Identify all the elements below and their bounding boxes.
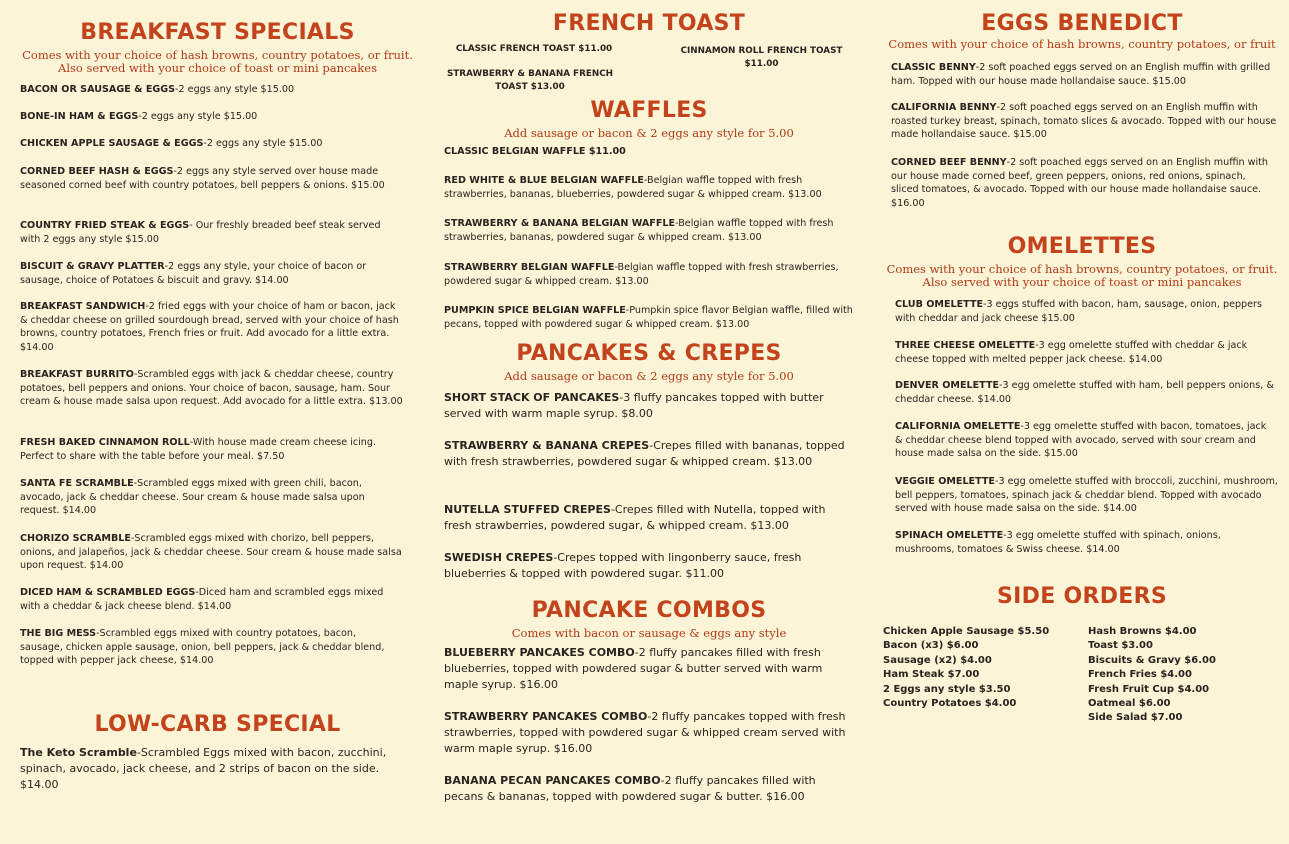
item-name: CORNED BEEF HASH & EGGS xyxy=(20,166,174,177)
menu-item xyxy=(20,219,400,246)
menu-item xyxy=(20,300,405,354)
waffles-subtitle: Add sausage or bacon & 2 eggs any style for 5.00 xyxy=(504,126,794,140)
breakfast-specials-subtitle-2: Also served with your choice of toast or mini pancakes xyxy=(58,61,377,75)
item-name: THREE CHEESE OMELETTE xyxy=(895,340,1036,351)
menu-item xyxy=(444,174,849,201)
menu-item xyxy=(20,110,415,124)
menu-item xyxy=(444,438,854,470)
side-item: Country Potatoes $4.00 xyxy=(883,698,1017,710)
item-name: CLUB OMELETTE xyxy=(895,299,984,310)
item-name: BISCUIT & GRAVY PLATTER xyxy=(20,261,165,272)
item-name: FRESH BAKED CINNAMON ROLL xyxy=(20,437,190,448)
menu-item xyxy=(444,217,849,244)
side-orders-left-list xyxy=(883,625,1083,711)
item-name: RED WHITE & BLUE BELGIAN WAFFLE xyxy=(444,175,644,186)
menu-item xyxy=(20,137,415,151)
side-item: French Fries $4.00 xyxy=(1088,669,1192,681)
item-description: -Scrambled eggs with jack & cheddar cheese, country potatoes, bell peppers and onions. Your choice of bacon, sausage, ham. Sour cream & house made salsa upon request. Add avocado for a little extra. $13.00 xyxy=(20,369,403,408)
french-toast-title: FRENCH TOAST xyxy=(552,11,746,36)
menu-item xyxy=(20,532,405,573)
menu-item xyxy=(895,298,1265,325)
item-description: -2 eggs any style, your choice of bacon or sausage, choice of Potatoes & biscuit and gravy. $14.00 xyxy=(20,261,367,286)
item-name: THE BIG MESS xyxy=(20,628,97,639)
omelettes-subtitle-2: Also served with your choice of toast or mini pancakes xyxy=(922,275,1242,289)
item-description: -3 egg omelette stuffed with bacon, tomatoes, jack & cheddar cheese blend topped with avocado, served with sour cream and house made salsa on the side. $15.00 xyxy=(895,421,1267,460)
item-description: -Belgian waffle topped with fresh strawberries, powdered sugar & whipped cream. $13.00 xyxy=(444,262,839,287)
side-orders-title: SIDE ORDERS xyxy=(997,584,1167,609)
item-description: - Our freshly breaded beef steak served with 2 eggs any style $15.00 xyxy=(20,220,381,245)
item-description: -Pumpkin spice flavor Belgian waffle, filled with pecans, topped with powdered sugar & whipped cream. $13.00 xyxy=(444,305,853,330)
item-description: -Crepes filled with bananas, topped with fresh strawberries, powdered sugar & whipped cream. $13.00 xyxy=(444,439,845,468)
menu-item xyxy=(895,475,1287,516)
item-description: -2 fluffy pancakes filled with pecans & bananas, topped with powdered sugar & butter. $16.00 xyxy=(444,774,816,803)
item-description: -3 egg omelette stuffed with ham, bell peppers onions, & cheddar cheese. $14.00 xyxy=(895,380,1274,405)
item-name: STRAWBERRY & BANANA CREPES xyxy=(444,439,650,452)
item-name: CLASSIC BENNY xyxy=(891,62,976,73)
breakfast-specials-title: BREAKFAST SPECIALS xyxy=(80,20,355,45)
item-description: -3 egg omelette stuffed with cheddar & jack cheese topped with melted pepper jack cheese. $14.00 xyxy=(895,340,1248,365)
item-description: -Belgian waffle topped with fresh strawberries, bananas, blueberries, powdered sugar & whipped cream. $13.00 xyxy=(444,175,822,200)
item-name: BANANA PECAN PANCAKES COMBO xyxy=(444,774,661,787)
item-description: -2 soft poached eggs served on an English muffin with roasted turkey breast, spinach, tomato slices & avocado. Topped with our house made hollandaise sauce. $15.00 xyxy=(891,102,1277,141)
item-name: DENVER OMELETTE xyxy=(895,380,1000,391)
menu-item xyxy=(20,586,405,613)
item-description: -3 egg omelette stuffed with spinach, onions, mushrooms, tomatoes & Swiss cheese. $14.00 xyxy=(895,530,1221,555)
strawberry-banana-french-toast: STRAWBERRY & BANANA FRENCH TOAST $13.00 xyxy=(446,69,614,92)
side-item: Ham Steak $7.00 xyxy=(883,669,980,681)
menu-item xyxy=(895,379,1285,406)
menu-item xyxy=(20,436,400,463)
item-name: CLASSIC BELGIAN WAFFLE $11.00 xyxy=(444,146,626,157)
item-name: CALIFORNIA OMELETTE xyxy=(895,421,1021,432)
side-item: Sausage (x2) $4.00 xyxy=(883,654,992,666)
item-description: -2 soft poached eggs served on an English muffin with our house made corned beef, green peppers, onions, red onions, spinach, sliced tomatoes, & avocado. Topped with our house made hollandaise sauce. $16.00 xyxy=(891,157,1268,209)
item-description: -Belgian waffle topped with fresh strawberries, bananas, powdered sugar & whipped cream. $13.00 xyxy=(444,218,834,243)
item-name: CHORIZO SCRAMBLE xyxy=(20,533,131,544)
item-name: CHICKEN APPLE SAUSAGE & EGGS xyxy=(20,138,204,149)
menu-item xyxy=(444,550,834,582)
side-item: Fresh Fruit Cup $4.00 xyxy=(1088,683,1210,695)
menu-item xyxy=(20,165,400,192)
side-item: 2 Eggs any style $3.50 xyxy=(883,683,1011,695)
side-item: Side Salad $7.00 xyxy=(1088,712,1183,724)
item-name: SANTA FE SCRAMBLE xyxy=(20,478,134,489)
menu-item xyxy=(444,390,854,422)
item-name: CALIFORNIA BENNY xyxy=(891,102,997,113)
menu-item xyxy=(20,368,415,409)
item-name: SWEDISH CREPES xyxy=(444,551,554,564)
item-description: -3 fluffy pancakes topped with butter served with warm maple syrup. $8.00 xyxy=(444,391,824,420)
item-description: -Scrambled Eggs mixed with bacon, zucchini, spinach, avocado, jack cheese, and 2 strips of bacon on the side. $14.00 xyxy=(20,746,387,791)
pancakes-crepes-title: PANCAKES & CREPES xyxy=(516,341,782,366)
item-name: BONE-IN HAM & EGGS xyxy=(20,111,139,122)
side-item: Hash Browns $4.00 xyxy=(1088,626,1197,637)
menu-item xyxy=(444,645,849,693)
item-description: -3 eggs stuffed with bacon, ham, sausage, onion, peppers with cheddar and jack cheese $15.00 xyxy=(895,299,1262,324)
pancake-combos-subtitle: Comes with bacon or sausage & eggs any style xyxy=(511,626,787,640)
menu-item xyxy=(444,502,849,534)
item-name: BREAKFAST BURRITO xyxy=(20,369,134,380)
eggs-benedict-subtitle: Comes with your choice of hash browns, country potatoes, or fruit xyxy=(888,37,1276,51)
item-description: -With house made cream cheese icing. Perfect to share with the table before your meal. $7.50 xyxy=(20,437,377,462)
item-description: -2 fluffy pancakes filled with fresh blueberries, topped with powdered sugar & butter served with warm maple syrup. $16.00 xyxy=(444,646,823,691)
item-description: -2 eggs any style $15.00 xyxy=(203,138,323,149)
menu-item xyxy=(891,61,1281,88)
breakfast-specials-subtitle-1: Comes with your choice of hash browns, country potatoes, or fruit. xyxy=(22,48,413,62)
item-name: STRAWBERRY PANCAKES COMBO xyxy=(444,710,648,723)
item-description: -2 soft poached eggs served on an English muffin with grilled ham. Topped with our house made hollandaise sauce. $15.00 xyxy=(891,62,1271,87)
item-description: -2 eggs any style $15.00 xyxy=(175,84,295,95)
side-item: Oatmeal $6.00 xyxy=(1088,698,1171,710)
menu-item xyxy=(20,260,392,287)
side-item: Chicken Apple Sausage $5.50 xyxy=(883,626,1050,637)
item-description: -Scrambled eggs mixed with chorizo, bell peppers, onions, and jalapeños, jack & cheddar cheese. Sour cream & house made salsa upon request. $14.00 xyxy=(20,533,402,572)
item-name: VEGGIE OMELETTE xyxy=(895,476,995,487)
menu-item xyxy=(895,420,1270,461)
side-orders-right-list xyxy=(1088,625,1278,726)
pancakes-crepes-subtitle: Add sausage or bacon & 2 eggs any style for 5.00 xyxy=(504,369,794,383)
menu-item xyxy=(444,261,839,288)
item-description: -Diced ham and scrambled eggs mixed with a cheddar & jack cheese blend. $14.00 xyxy=(20,587,384,612)
item-description: -Scrambled eggs mixed with country potatoes, bacon, sausage, chicken apple sausage, onion, bell peppers, jack & cheddar blend, topped with pepper jack cheese, $14.00 xyxy=(20,628,385,667)
item-name: The Keto Scramble xyxy=(20,746,137,759)
item-name: CORNED BEEF BENNY xyxy=(891,157,1007,168)
cinnamon-roll-french-toast: CINNAMON ROLL FRENCH TOAST $11.00 xyxy=(680,46,843,69)
menu-item xyxy=(895,529,1255,556)
item-description: -Scrambled eggs mixed with green chili, bacon, avocado, jack & cheddar cheese. Sour cream & house made salsa upon request. $14.00 xyxy=(20,478,365,517)
item-name: PUMPKIN SPICE BELGIAN WAFFLE xyxy=(444,305,626,316)
menu-item xyxy=(895,339,1275,366)
menu-item xyxy=(891,101,1281,142)
item-name: SHORT STACK OF PANCAKES xyxy=(444,391,620,404)
side-item: Bacon (x3) $6.00 xyxy=(883,640,979,652)
menu-item xyxy=(20,745,390,793)
menu-item xyxy=(20,627,390,668)
item-name: BACON OR SAUSAGE & EGGS xyxy=(20,84,176,95)
item-name: STRAWBERRY & BANANA BELGIAN WAFFLE xyxy=(444,218,676,229)
item-description: -2 eggs any style $15.00 xyxy=(138,111,258,122)
menu-item xyxy=(444,304,854,331)
pancake-combos-title: PANCAKE COMBOS xyxy=(531,598,767,623)
menu-item xyxy=(20,477,400,518)
item-description: -2 fried eggs with your choice of ham or bacon, jack & cheddar cheese on grilled sourdough bread, served with your choice of hash browns, country potatoes, French fries or fruit. Add avocado for a little extra. $14.00 xyxy=(20,301,399,353)
item-name: BLUEBERRY PANCAKES COMBO xyxy=(444,646,635,659)
item-description: -3 egg omelette stuffed with broccoli, zucchini, mushroom, bell peppers, tomatoes, spinach jack & cheddar blend. Topped with avocado served with house made salsa on the side. $14.00 xyxy=(895,476,1278,515)
menu-item xyxy=(20,83,415,97)
item-description: -2 fluffy pancakes topped with fresh strawberries, topped with powdered sugar & whipped cream served with warm maple syrup. $16.00 xyxy=(444,710,846,755)
low-carb-title: LOW-CARB SPECIAL xyxy=(94,712,341,737)
menu-item xyxy=(444,145,854,159)
waffles-title: WAFFLES xyxy=(590,98,708,123)
item-name: STRAWBERRY BELGIAN WAFFLE xyxy=(444,262,615,273)
item-description: -2 eggs any style served over house made seasoned corned beef with country potatoes, bell peppers & onions. $15.00 xyxy=(20,166,385,191)
menu-item xyxy=(444,709,854,757)
omelettes-title: OMELETTES xyxy=(1007,234,1157,259)
item-name: SPINACH OMELETTE xyxy=(895,530,1004,541)
classic-french-toast: CLASSIC FRENCH TOAST $11.00 xyxy=(455,44,613,54)
eggs-benedict-title: EGGS BENEDICT xyxy=(981,11,1183,36)
side-item: Biscuits & Gravy $6.00 xyxy=(1088,654,1216,666)
menu-item xyxy=(891,156,1271,210)
item-name: BREAKFAST SANDWICH xyxy=(20,301,146,312)
omelettes-subtitle-1: Comes with your choice of hash browns, country potatoes, or fruit. xyxy=(886,262,1278,276)
menu-item xyxy=(444,773,839,805)
side-item: Toast $3.00 xyxy=(1088,640,1153,652)
item-description: -Crepes filled with Nutella, topped with fresh strawberries, powdered sugar, & whipped cream. $13.00 xyxy=(444,503,826,532)
item-name: COUNTRY FRIED STEAK & EGGS xyxy=(20,220,190,231)
item-name: DICED HAM & SCRAMBLED EGGS xyxy=(20,587,196,598)
item-description: -Crepes topped with lingonberry sauce, fresh blueberries & topped with powdered sugar. $11.00 xyxy=(444,551,802,580)
item-name: NUTELLA STUFFED CREPES xyxy=(444,503,611,516)
